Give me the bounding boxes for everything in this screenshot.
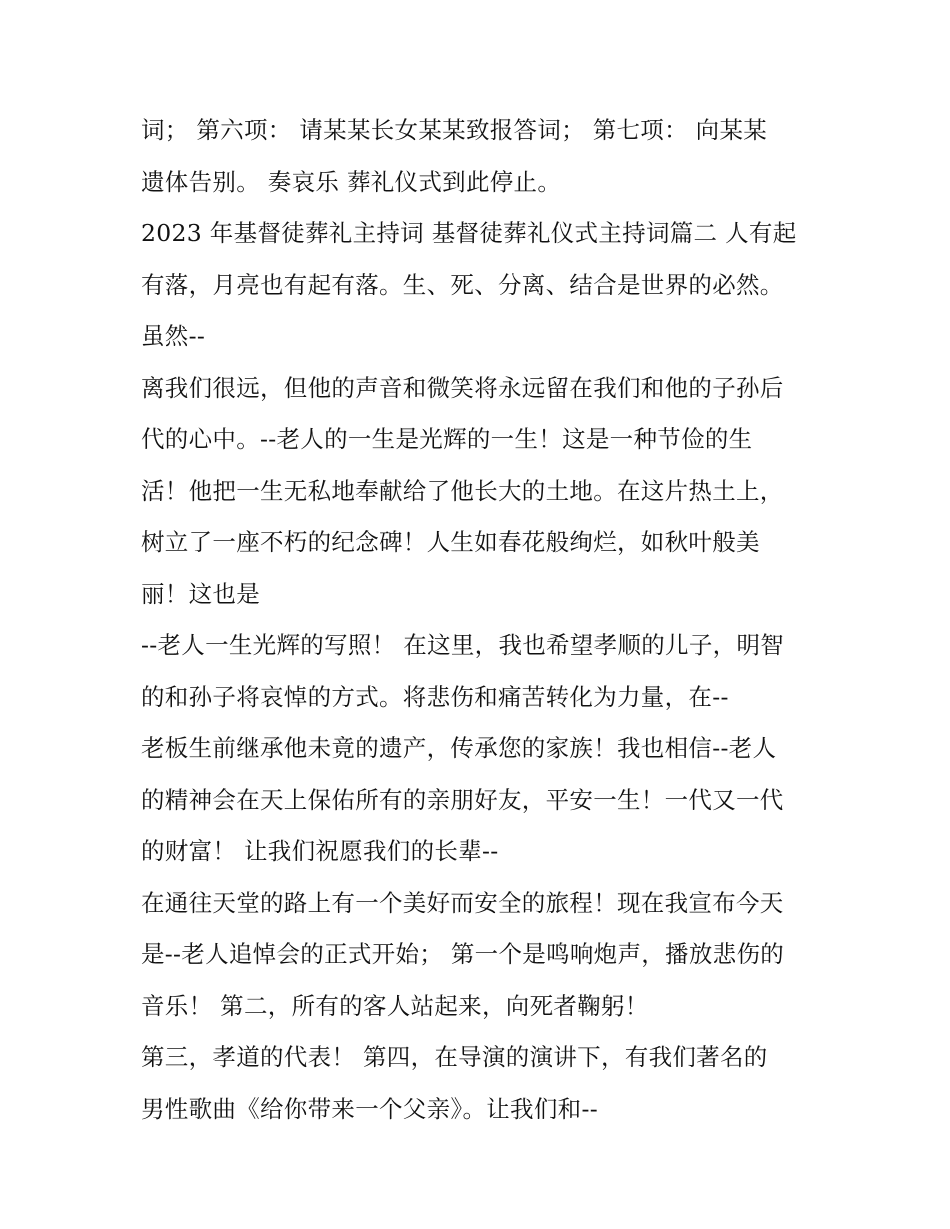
text-line: 遗体告别。 奏哀乐 葬礼仪式到此停止。: [141, 167, 562, 196]
text-line: 第三，孝道的代表！ 第四，在导演的演讲下，有我们著名的: [141, 1043, 768, 1071]
text-line: 老板生前继承他未竟的遗产，传承您的家族！我也相信--老人: [141, 734, 777, 762]
text-line: 有落，月亮也有起有落。生、死、分离、结合是世界的必然。: [141, 270, 784, 299]
text-line: 虽然--: [141, 322, 206, 350]
text-line: 树立了一座不朽的纪念碑！人生如春花般绚烂，如秋叶般美: [141, 528, 760, 556]
text-line: --老人一生光辉的写照！ 在这里，我也希望孝顺的儿子，明智: [141, 631, 785, 659]
text-line: 丽！这也是: [141, 579, 260, 608]
text-line: 词； 第六项： 请某某长女某某致报答词； 第七项： 向某某: [141, 116, 768, 144]
document-body: [141, 105, 821, 1135]
text-line: 音乐！ 第二，所有的客人站起来，向死者鞠躬！: [141, 991, 649, 1020]
text-line: 的财富！ 让我们祝愿我们的长辈--: [141, 837, 499, 865]
text-line: 在通往天堂的路上有一个美好而安全的旅程！现在我宣布今天: [141, 888, 784, 917]
text-line: 的和孙子将哀悼的方式。将悲伤和痛苦转化为力量，在--: [141, 682, 729, 711]
text-line: 代的心中。--老人的一生是光辉的一生！这是一种节俭的生: [141, 425, 753, 453]
text-line: 活！他把一生无私地奉献给了他长大的土地。在这片热土上，: [141, 476, 784, 505]
text-line: 2023 年基督徒葬礼主持词 基督徒葬礼仪式主持词篇二 人有起: [141, 219, 797, 247]
text-line: 是--老人追悼会的正式开始； 第一个是鸣响炮声，播放悲伤的: [141, 940, 785, 968]
text-line: 离我们很远，但他的声音和微笑将永远留在我们和他的子孙后: [141, 373, 784, 402]
text-line: 的精神会在天上保佑所有的亲朋好友，平安一生！一代又一代: [141, 785, 784, 814]
text-line: 男性歌曲《给你带来一个父亲》。让我们和--: [141, 1094, 598, 1123]
